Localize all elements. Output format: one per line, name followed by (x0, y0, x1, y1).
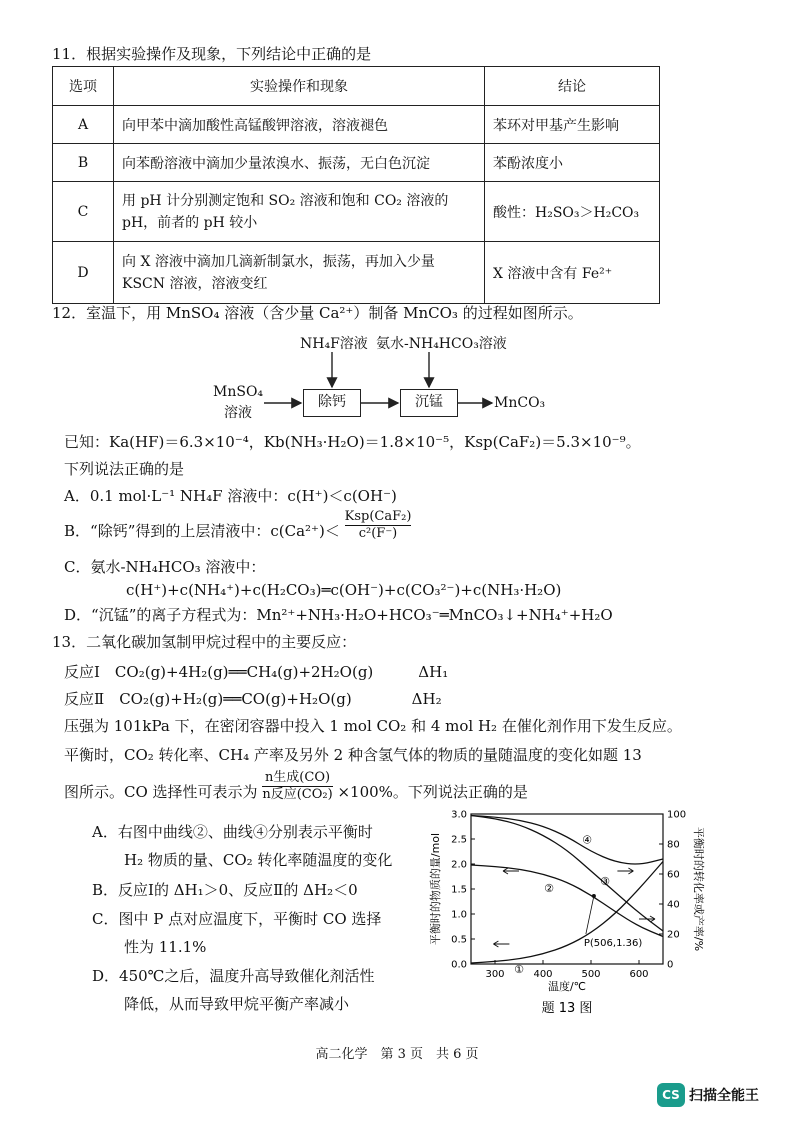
q13-option-d-line1: D．450℃之后，温度升高导致催化剂活性 (92, 967, 375, 985)
row-operation: 用 pH 计分别测定饱和 SO₂ 溶液和饱和 CO₂ 溶液的 pH，前者的 pH 较小 (114, 182, 485, 242)
y-left-tick-label: 1.0 (451, 909, 467, 921)
series-line (471, 816, 663, 865)
q12-option-c-line2: c(H⁺)+c(NH₄⁺)+c(H₂CO₃)═c(OH⁻)+c(CO₃²⁻)+c(NH₃·H₂O) (126, 581, 562, 599)
row-operation: 向 X 溶液中滴加几滴新制氯水，振荡，再加入少量 KSCN 溶液，溶液变红 (114, 242, 485, 304)
q13-reaction-1: 反应Ⅰ CO₂(g)+4H₂(g)══CH₄(g)+2H₂O(g) ΔH₁ (64, 663, 449, 681)
q12-stem: 12．室温下，用 MnSO₄ 溶液（含少量 Ca²⁺）制备 MnCO₃ 的过程如图所示。 (52, 304, 583, 322)
row-conclusion: 酸性：H₂SO₃＞H₂CO₃ (485, 182, 660, 242)
series-label: ④ (582, 833, 592, 847)
row-conclusion: 苯酚浓度小 (485, 144, 660, 182)
q13-selectivity-fraction (262, 770, 332, 803)
q13-option-c-line2: 性为 11.1% (124, 938, 207, 956)
right-axis-arrow (617, 868, 633, 874)
q13-option-c-line1: C．图中 P 点对应温度下，平衡时 CO 选择 (92, 910, 382, 928)
x-tick-label: 300 (485, 969, 505, 980)
row-label: C (53, 182, 114, 242)
point-p-label: P(506,1.36) (583, 938, 643, 949)
q13-option-a-line1: A．右图中曲线②、曲线④分别表示平衡时 (92, 823, 373, 841)
fraction-denominator: c²(F⁻) (358, 525, 398, 541)
y-left-tick-label: 1.5 (451, 884, 467, 896)
series-label: ③ (600, 875, 610, 888)
y-right-tick-label: 40 (667, 899, 680, 911)
q13-stem: 13．二氧化碳加氢制甲烷过程中的主要反应： (52, 633, 357, 651)
scanner-watermark-label: 扫描全能王 (689, 1088, 759, 1104)
series-label: ② (544, 882, 554, 895)
y-left-tick-label: 0.0 (451, 959, 467, 971)
q12-option-a: A．0.1 mol·L⁻¹ NH₄F 溶液中：c(H⁺)＜c(OH⁻) (64, 487, 397, 505)
q13-reaction-2: 反应Ⅱ CO₂(g)+H₂(g)══CO(g)+H₂O(g) ΔH₂ (64, 690, 442, 708)
q13-paragraph-1: 压强为 101kPa 下，在密闭容器中投入 1 mol CO₂ 和 4 mol H₂ 在催化剂作用下发生反应。 (64, 717, 682, 735)
header-option: 选项 (53, 67, 114, 106)
flow-reagent-nh4f: NH₄F溶液 (300, 336, 368, 352)
flow-input-line2: 溶液 (224, 405, 252, 421)
left-axis-arrow (493, 941, 509, 947)
y-right-axis-label: 平衡时的转化率或产率/% (692, 826, 705, 952)
fraction-numerator: n生成(CO) (262, 770, 332, 787)
q12-known: 已知：Ka(HF)＝6.3×10⁻⁴，Kb(NH₃·H₂O)＝1.8×10⁻⁵，Ksp(CaF₂)＝5.3×10⁻⁹。 (64, 433, 641, 451)
x-tick-label: 600 (629, 969, 649, 980)
flow-product: MnCO₃ (494, 395, 546, 411)
x-tick-label: 400 (533, 969, 553, 980)
series-line (471, 865, 663, 937)
y-right-tick-label: 60 (667, 869, 680, 881)
q13-option-b: B．反应Ⅰ的 ΔH₁＞0、反应Ⅱ的 ΔH₂＜0 (92, 881, 358, 899)
y-left-tick-label: 2.0 (451, 859, 467, 871)
q13-option-a-line2: H₂ 物质的量、CO₂ 转化率随温度的变化 (124, 851, 393, 869)
y-right-tick-label: 20 (667, 929, 680, 941)
q12-option-b (64, 508, 412, 542)
q12-option-b-fraction (345, 509, 412, 542)
x-tick-label: 500 (581, 969, 601, 980)
point-p-leader (586, 896, 594, 934)
q13-p3-prefix: 图所示。CO 选择性可表示为 (64, 783, 258, 801)
y-left-tick-label: 2.5 (451, 834, 467, 846)
q11-stem: 11．根据实验操作及现象，下列结论中正确的是 (52, 45, 372, 63)
series-line (471, 816, 663, 932)
flow-arrows (0, 0, 794, 440)
q12-option-b-prefix: B．“除钙”得到的上层清液中：c(Ca²⁺)＜ (64, 522, 340, 540)
row-label: D (53, 242, 114, 304)
row-conclusion: 苯环对甲基产生影响 (485, 106, 660, 144)
row-label: A (53, 106, 114, 144)
header-operation: 实验操作和现象 (114, 67, 485, 106)
y-left-tick-label: 3.0 (451, 809, 467, 821)
series-label: ① (514, 963, 524, 976)
y-left-axis-label: 平衡时的物质的量/mol (429, 832, 442, 946)
flow-step-decalcify: 除钙 (303, 389, 361, 417)
right-axis-arrow (639, 916, 655, 922)
flow-input-line1: MnSO₄ (213, 384, 264, 400)
chart-caption: 题 13 图 (541, 1001, 593, 1016)
q12-question: 下列说法正确的是 (64, 460, 185, 478)
page-footer: 高二化学 第 3 页 共 6 页 (315, 1047, 479, 1062)
row-operation: 向甲苯中滴加酸性高锰酸钾溶液，溶液褪色 (114, 106, 485, 144)
flow-reagent-ammonia: 氨水-NH₄HCO₃溶液 (376, 336, 507, 352)
cs-logo-icon: CS (657, 1083, 685, 1107)
x-axis-label: 温度/℃ (547, 980, 587, 993)
fraction-numerator: Ksp(CaF₂) (344, 508, 412, 524)
fraction-denominator: n反应(CO₂) (262, 786, 333, 802)
q12-option-c-line1: C．氨水-NH₄HCO₃ 溶液中： (64, 558, 266, 576)
q12-option-d: D．“沉锰”的离子方程式为：Mn²⁺+NH₃·H₂O+HCO₃⁻═MnCO₃↓+NH₄⁺+H₂O (64, 606, 613, 624)
row-label: B (53, 144, 114, 182)
q13-paragraph-3 (64, 769, 528, 803)
y-right-tick-label: 100 (667, 809, 687, 821)
q13-chart (425, 806, 707, 1020)
y-right-tick-label: 80 (667, 839, 680, 851)
q13-option-d-line2: 降低，从而导致甲烷平衡产率减小 (124, 995, 350, 1013)
y-right-tick-label: 0 (667, 959, 674, 971)
row-conclusion: X 溶液中含有 Fe²⁺ (485, 242, 660, 304)
q13-paragraph-2: 平衡时，CO₂ 转化率、CH₄ 产率及另外 2 种含氢气体的物质的量随温度的变化如题 13 (64, 746, 642, 764)
q13-p3-suffix: ×100%。下列说法正确的是 (337, 783, 528, 801)
header-conclusion: 结论 (485, 67, 660, 106)
flow-step-precipitate: 沉锰 (400, 389, 458, 417)
y-left-tick-label: 0.5 (451, 934, 467, 946)
row-operation: 向苯酚溶液中滴加少量浓溴水、振荡，无白色沉淀 (114, 144, 485, 182)
